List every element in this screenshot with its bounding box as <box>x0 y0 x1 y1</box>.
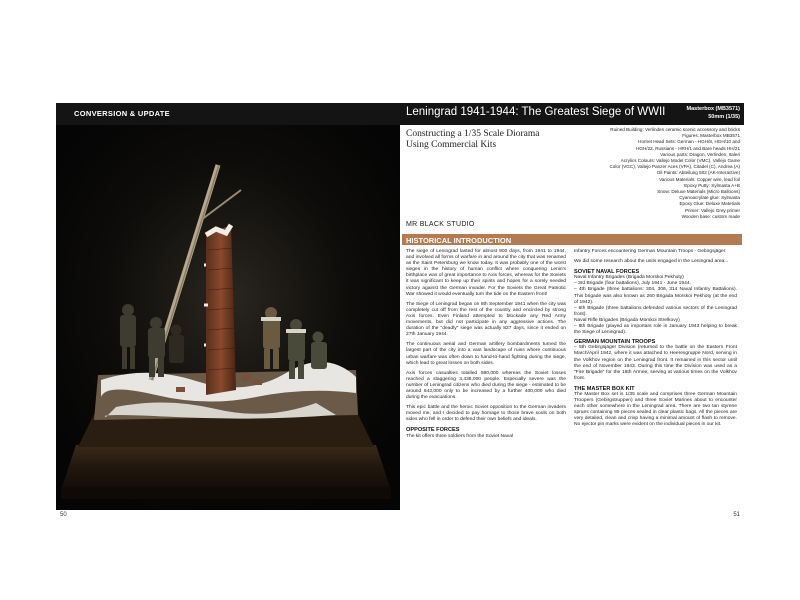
list-item: – 6th Brigade (three battalions defended various sectors of the Leningrad front). <box>574 305 737 317</box>
left-header-bar <box>56 103 400 125</box>
paragraph: – 5th Gebirgsjäger Division (returned to the battle on the Eastern Front March/April 1942, where it was attached to Heeresgruppe Nord, serving in the Volkhov region on the Leningrad front. It remained in this sector until the end of November 1943. During this time the Division was used as a "Fire Brigade" for the 18th Armee, serving at various times on the Volkhov front. <box>574 345 737 381</box>
paragraph: Infantry Forces encountering German Mountain Troops - Gebirgsjäger. <box>574 249 727 254</box>
page-number-left: 50 <box>60 512 67 518</box>
article-subtitle <box>406 129 566 150</box>
spec-line: Cyanoacrylate glue: Sylmasta <box>679 195 740 201</box>
magazine-spread <box>56 103 744 518</box>
spec-line: Hornet Head Sets: German - HGH/8, HGH/10 and <box>638 139 740 145</box>
text-column-2 <box>574 249 737 433</box>
spec-line: Epoxy Glue: Deluxe Materials <box>679 201 740 207</box>
spec-line: Snow: Deluxe Materials (Micro Balloons) <box>657 189 740 195</box>
list-item: – 4th Brigade (three battalions: 304, 306, 314 Naval Infantry Battalions). This brigade was also known as 260 Brigada Morskoi Pekhoty (at the end of 1942). <box>574 287 737 305</box>
paragraph: The Master Box set is 1/35 scale and comprises three German Mountain Troopers (Gebirgstruppen) and three Soviet Marines about to encounter each other somewhere in the Leningrad area. There are two tan styrene sprues containing 85 pieces sealed in clear plastic bags. All the pieces are very detailed, clean and crisp having a minimal amount of flash to remove. No ejector pin marks were evident on the individual pieces in our kit. <box>574 391 737 428</box>
diorama-photo <box>56 125 400 510</box>
spec-line: Oil Paints: Abteilung 502 (AK-Interactive) <box>656 170 740 176</box>
spec-line: HGH/22. Russians - HRH/1 and Bare heads HH/21 <box>636 145 740 151</box>
author-credit: MR BLACK STUDIO <box>406 221 475 228</box>
list-item: – 8th Brigade (played an important role in January 1943 helping to break the Siege of Leningrad). <box>574 324 737 336</box>
kit-meta <box>687 105 741 121</box>
materials-list <box>550 127 740 220</box>
paragraph: This epic battle and the heroic Soviet opposition to the German invaders moved me, and I decided to pay homage to those brave souls on both sides who fell in order to defend their own beliefs and ideals. <box>406 405 566 423</box>
spec-line: Figures: Masterbox MB3571 <box>682 133 740 139</box>
list-item: – 3rd Brigade (four battalions), July 1941 - June 1944. <box>574 281 691 287</box>
spec-line: Epoxy Putty: Sylmasta A+B <box>684 182 740 188</box>
kit-scale: 50mm (1/35) <box>708 114 740 120</box>
subheading-soviet-naval: SOVIET NAVAL FORCES <box>574 269 640 276</box>
section-bar <box>402 234 742 245</box>
spec-line: Primer: Vallejo Grey primer <box>684 207 740 213</box>
subheading-german-mountain: GERMAN MOUNTAIN TROOPS <box>574 339 656 346</box>
right-page <box>400 103 744 518</box>
paragraph: The siege of Leningrad lasted for almost 900 days, from 1941 to 1944, and involved all forms of warfare in and around the city that was renamed as the Saint Petersburg we know today. It was probably one of the worst sieges in the history of human conflict where conquering Lenin's birthplace was of great importance to Axis forces, whereas for the Soviets it was significant to keep up their spirits and hopes for a sorely needed victory against the German invader. For the Soviets the Great Patriotic War showed it would eventually turn the tide on the Eastern front! <box>406 249 566 297</box>
paragraph: Axis forces casualties totalled 580,000 whereas the Soviet losses reached a staggering 3,436,000 people. Especially severe was the number of Leningrad citizens who died during the siege - estimated to be around 642,000 only to be increased by a further 400,000 who died during the evacuations. <box>406 370 566 401</box>
wooden-base <box>61 445 391 490</box>
diorama-illustration <box>56 125 400 510</box>
text-column-1 <box>406 249 566 444</box>
article-title: Leningrad 1941-1944: The Greatest Siege of WWII <box>406 106 666 118</box>
list-item: Naval Rifle Brigades (Brigada Morskoi Strelkovy) <box>574 317 680 323</box>
list-item: Naval Infantry Brigades (Brigada Morskoi Pekhoty) <box>574 275 684 281</box>
right-header-bar <box>400 103 744 125</box>
spec-line: Color (VGC), Vallejo Panzer Aces (VPA), Citadel (C), Andrea (A) <box>609 164 740 170</box>
spec-line: Various parts: Dragon, Verlinden, Italeri <box>660 151 740 157</box>
kit-code: Masterbox (MB3571) <box>686 106 740 112</box>
subheading-opposite-forces: OPPOSITE FORCES <box>406 427 460 434</box>
subtitle-line: Using Commercial Kits <box>406 139 497 150</box>
paragraph: The kit offers three soldiers from the Soviet Naval <box>406 433 514 439</box>
subheading-master-box: THE MASTER BOX KIT <box>574 385 635 392</box>
left-page <box>56 103 400 518</box>
paragraph: The continuous aerial and German artillery bombardments turned the largest part of the city into a vast landscape of ruins where continuous urban warfare was often down to hand-to-hand fighting during the siege, which lead to great losses on both sides. <box>406 342 566 366</box>
paragraph: We did some research about the units engaged in the Leningrad area... <box>574 259 729 265</box>
subtitle-line: Constructing a 1/35 Scale Diorama <box>406 129 540 139</box>
spec-line: Wooden base: custom made <box>681 213 740 219</box>
spec-line: Ruined Building: Verlinden ceramic scenic accessory and bricks <box>610 127 740 132</box>
spec-line: Acrylics Colours: Vallejo Model Color (VMC), Vallejo Game <box>620 158 740 164</box>
page-number-right: 51 <box>733 512 740 518</box>
spec-line: Various Materials: Copper wire, lead foil <box>659 176 740 182</box>
paragraph: The Siege of Leningrad began on 8th September 1941 when the city was completely cut off from the rest of the country and encircled by strong Axis forces. Even Finland attempted to blockade any Red Army movements, but did not participate in any aggressive actions. The duration of the "deadly" siege was actually 827 days, since it ended on 27th January 1944. <box>406 301 566 338</box>
section-label: CONVERSION & UPDATE <box>74 109 170 118</box>
section-title: HISTORICAL INTRODUCTION <box>406 235 512 245</box>
